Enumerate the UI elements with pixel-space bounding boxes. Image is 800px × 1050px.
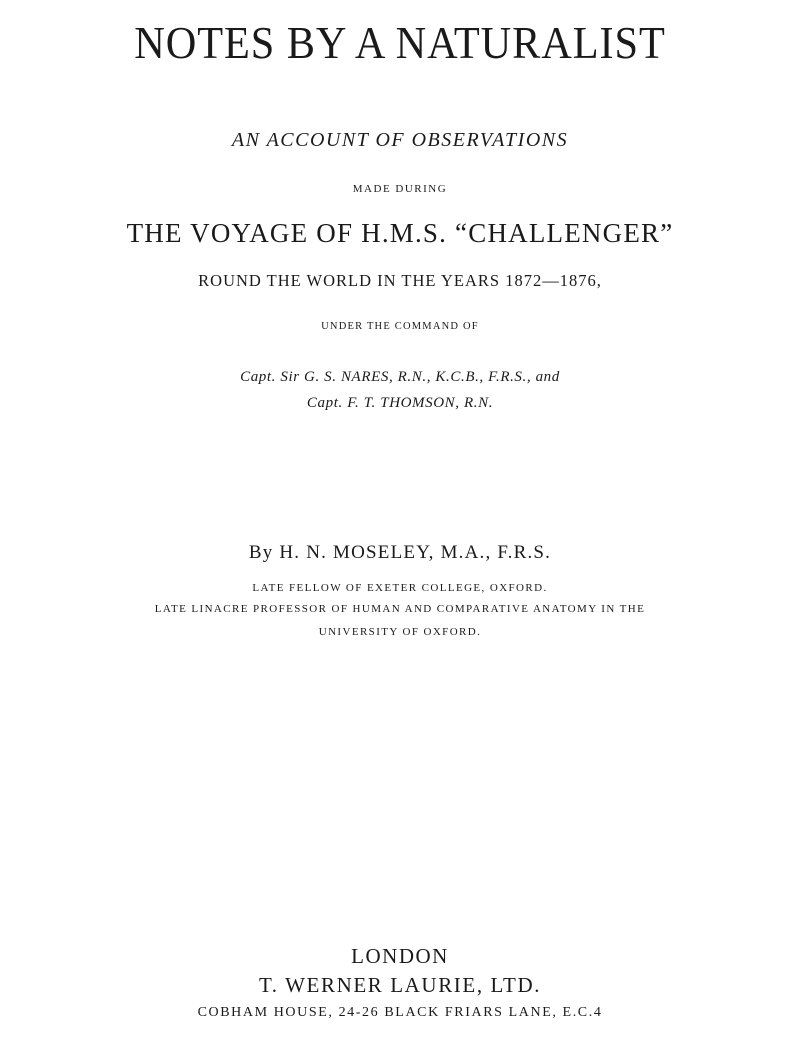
author-affiliation: LATE FELLOW OF EXETER COLLEGE, OXFORD. xyxy=(252,582,548,594)
voyage-heading: THE VOYAGE OF H.M.S. “CHALLENGER” xyxy=(126,218,674,248)
voyage-years: ROUND THE WORLD IN THE YEARS 1872—1876, xyxy=(198,271,602,290)
author-affiliation: UNIVERSITY OF OXFORD. xyxy=(318,626,482,638)
author-affiliation: LATE LINACRE PROFESSOR OF HUMAN AND COMPARATIVE ANATOMY IN THE xyxy=(154,603,646,615)
made-during-text: MADE DURING xyxy=(352,183,448,195)
imprint-address: COBHAM HOUSE, 24-26 BLACK FRIARS LANE, E.C.4 xyxy=(197,1005,603,1020)
imprint-city: LONDON xyxy=(351,944,449,968)
captain-line: Capt. Sir G. S. NARES, R.N., K.C.B., F.R.S., and xyxy=(240,369,560,385)
captain-line: Capt. F. T. THOMSON, R.N. xyxy=(306,395,494,411)
author-byline: By H. N. MOSELEY, M.A., F.R.S. xyxy=(248,542,552,563)
book-title: NOTES BY A NATURALIST xyxy=(134,17,666,68)
imprint-publisher: T. WERNER LAURIE, LTD. xyxy=(258,973,542,997)
under-command-text: UNDER THE COMMAND OF xyxy=(321,321,479,332)
book-subtitle: AN ACCOUNT OF OBSERVATIONS xyxy=(231,129,569,151)
